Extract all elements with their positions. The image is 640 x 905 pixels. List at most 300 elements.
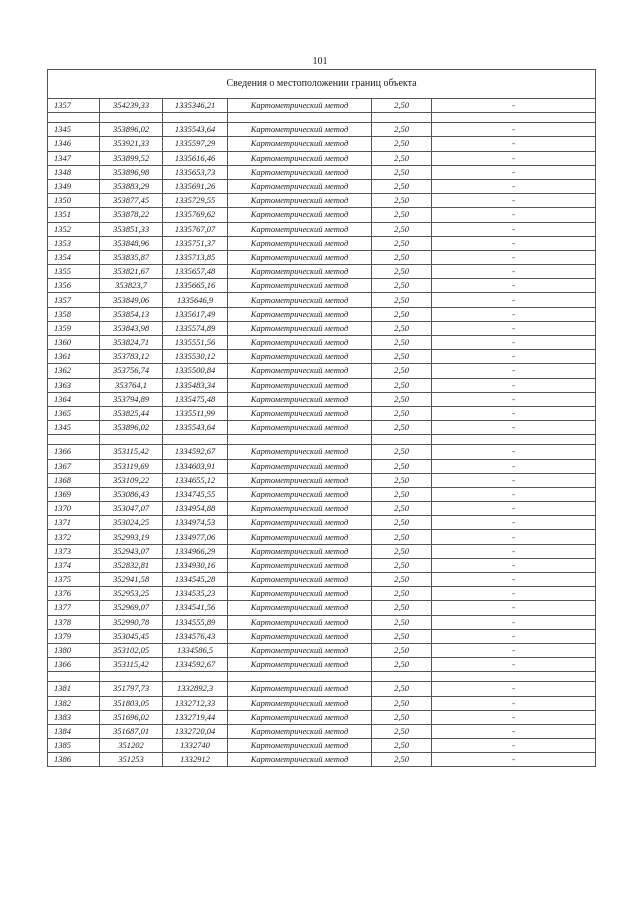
point-number-cell: 1357 bbox=[48, 99, 100, 113]
y-coordinate-cell: 1334745,55 bbox=[163, 487, 228, 501]
y-coordinate-cell: 1335574,89 bbox=[163, 321, 228, 335]
accuracy-cell: 2,50 bbox=[372, 236, 432, 250]
x-coordinate-cell: 353878,22 bbox=[100, 208, 163, 222]
y-coordinate-cell: 1335751,37 bbox=[163, 236, 228, 250]
method-cell: Картометрический метод bbox=[228, 208, 372, 222]
boundary-coordinates-table bbox=[47, 69, 596, 767]
method-cell: Картометрический метод bbox=[228, 350, 372, 364]
description-cell: - bbox=[432, 179, 596, 193]
table-row bbox=[48, 459, 596, 473]
description-cell: - bbox=[432, 502, 596, 516]
x-coordinate-cell: 353896,98 bbox=[100, 165, 163, 179]
point-number-cell: 1384 bbox=[48, 724, 100, 738]
x-coordinate-cell: 353047,07 bbox=[100, 502, 163, 516]
point-number-cell: 1381 bbox=[48, 682, 100, 696]
y-coordinate-cell: 1335543,64 bbox=[163, 421, 228, 435]
table-row bbox=[48, 123, 596, 137]
point-number-cell: 1365 bbox=[48, 406, 100, 420]
table-row bbox=[48, 629, 596, 643]
accuracy-cell: 2,50 bbox=[372, 682, 432, 696]
title-row bbox=[48, 70, 596, 99]
y-coordinate-cell: 1332712,33 bbox=[163, 696, 228, 710]
method-cell: Картометрический метод bbox=[228, 151, 372, 165]
y-coordinate-cell: 1335530,12 bbox=[163, 350, 228, 364]
accuracy-cell: 2,50 bbox=[372, 724, 432, 738]
y-coordinate-cell: 1335691,26 bbox=[163, 179, 228, 193]
x-coordinate-cell: 353086,43 bbox=[100, 487, 163, 501]
accuracy-cell: 2,50 bbox=[372, 421, 432, 435]
accuracy-cell: 2,50 bbox=[372, 279, 432, 293]
point-number-cell: 1373 bbox=[48, 544, 100, 558]
accuracy-cell: 2,50 bbox=[372, 165, 432, 179]
method-cell: Картометрический метод bbox=[228, 739, 372, 753]
point-number-cell: 1368 bbox=[48, 473, 100, 487]
accuracy-cell: 2,50 bbox=[372, 696, 432, 710]
x-coordinate-cell: 352990,78 bbox=[100, 615, 163, 629]
point-number-cell: 1374 bbox=[48, 558, 100, 572]
accuracy-cell: 2,50 bbox=[372, 544, 432, 558]
method-cell: Картометрический метод bbox=[228, 321, 372, 335]
table-row bbox=[48, 378, 596, 392]
point-number-cell: 1362 bbox=[48, 364, 100, 378]
y-coordinate-cell: 1335617,49 bbox=[163, 307, 228, 321]
accuracy-cell: 2,50 bbox=[372, 179, 432, 193]
table-row bbox=[48, 710, 596, 724]
empty-cell bbox=[432, 672, 596, 682]
empty-cell bbox=[100, 113, 163, 123]
table-row bbox=[48, 151, 596, 165]
y-coordinate-cell: 1334966,29 bbox=[163, 544, 228, 558]
point-number-cell: 1355 bbox=[48, 265, 100, 279]
table-row bbox=[48, 753, 596, 767]
x-coordinate-cell: 352953,25 bbox=[100, 587, 163, 601]
accuracy-cell: 2,50 bbox=[372, 336, 432, 350]
y-coordinate-cell: 1332720,04 bbox=[163, 724, 228, 738]
point-number-cell: 1377 bbox=[48, 601, 100, 615]
point-number-cell: 1358 bbox=[48, 307, 100, 321]
table-row bbox=[48, 179, 596, 193]
accuracy-cell: 2,50 bbox=[372, 265, 432, 279]
x-coordinate-cell: 354239,33 bbox=[100, 99, 163, 113]
x-coordinate-cell: 353896,02 bbox=[100, 123, 163, 137]
table-row bbox=[48, 99, 596, 113]
method-cell: Картометрический метод bbox=[228, 392, 372, 406]
accuracy-cell: 2,50 bbox=[372, 222, 432, 236]
y-coordinate-cell: 1335483,34 bbox=[163, 378, 228, 392]
point-number-cell: 1369 bbox=[48, 487, 100, 501]
empty-cell bbox=[163, 113, 228, 123]
accuracy-cell: 2,50 bbox=[372, 487, 432, 501]
point-number-cell: 1372 bbox=[48, 530, 100, 544]
empty-cell bbox=[432, 113, 596, 123]
table-row bbox=[48, 615, 596, 629]
point-number-cell: 1348 bbox=[48, 165, 100, 179]
description-cell: - bbox=[432, 194, 596, 208]
table-row bbox=[48, 236, 596, 250]
y-coordinate-cell: 1335653,73 bbox=[163, 165, 228, 179]
empty-cell bbox=[228, 672, 372, 682]
description-cell: - bbox=[432, 151, 596, 165]
description-cell: - bbox=[432, 544, 596, 558]
method-cell: Картометрический метод bbox=[228, 753, 372, 767]
description-cell: - bbox=[432, 573, 596, 587]
x-coordinate-cell: 352832,81 bbox=[100, 558, 163, 572]
method-cell: Картометрический метод bbox=[228, 265, 372, 279]
accuracy-cell: 2,50 bbox=[372, 208, 432, 222]
accuracy-cell: 2,50 bbox=[372, 321, 432, 335]
method-cell: Картометрический метод bbox=[228, 364, 372, 378]
point-number-cell: 1349 bbox=[48, 179, 100, 193]
description-cell: - bbox=[432, 753, 596, 767]
accuracy-cell: 2,50 bbox=[372, 516, 432, 530]
accuracy-cell: 2,50 bbox=[372, 459, 432, 473]
accuracy-cell: 2,50 bbox=[372, 530, 432, 544]
table-body bbox=[48, 70, 596, 767]
description-cell: - bbox=[432, 392, 596, 406]
y-coordinate-cell: 1334592,67 bbox=[163, 445, 228, 459]
point-number-cell: 1366 bbox=[48, 445, 100, 459]
method-cell: Картометрический метод bbox=[228, 222, 372, 236]
accuracy-cell: 2,50 bbox=[372, 445, 432, 459]
description-cell: - bbox=[432, 682, 596, 696]
x-coordinate-cell: 353115,42 bbox=[100, 658, 163, 672]
empty-cell bbox=[100, 672, 163, 682]
table-row bbox=[48, 222, 596, 236]
empty-cell bbox=[432, 435, 596, 445]
table-row bbox=[48, 364, 596, 378]
point-number-cell: 1345 bbox=[48, 123, 100, 137]
accuracy-cell: 2,50 bbox=[372, 307, 432, 321]
x-coordinate-cell: 351797,73 bbox=[100, 682, 163, 696]
description-cell: - bbox=[432, 445, 596, 459]
y-coordinate-cell: 1335543,64 bbox=[163, 123, 228, 137]
point-number-cell: 1351 bbox=[48, 208, 100, 222]
x-coordinate-cell: 353921,33 bbox=[100, 137, 163, 151]
accuracy-cell: 2,50 bbox=[372, 573, 432, 587]
y-coordinate-cell: 1334603,91 bbox=[163, 459, 228, 473]
description-cell: - bbox=[432, 615, 596, 629]
page-number: 101 bbox=[312, 56, 328, 67]
x-coordinate-cell: 353883,29 bbox=[100, 179, 163, 193]
y-coordinate-cell: 1335616,46 bbox=[163, 151, 228, 165]
method-cell: Картометрический метод bbox=[228, 378, 372, 392]
x-coordinate-cell: 351696,02 bbox=[100, 710, 163, 724]
table-row bbox=[48, 307, 596, 321]
accuracy-cell: 2,50 bbox=[372, 739, 432, 753]
y-coordinate-cell: 1334541,56 bbox=[163, 601, 228, 615]
empty-cell bbox=[228, 435, 372, 445]
description-cell: - bbox=[432, 658, 596, 672]
y-coordinate-cell: 1334655,12 bbox=[163, 473, 228, 487]
accuracy-cell: 2,50 bbox=[372, 473, 432, 487]
y-coordinate-cell: 1332740 bbox=[163, 739, 228, 753]
accuracy-cell: 2,50 bbox=[372, 710, 432, 724]
table-row bbox=[48, 696, 596, 710]
method-cell: Картометрический метод bbox=[228, 99, 372, 113]
accuracy-cell: 2,50 bbox=[372, 558, 432, 572]
table-row bbox=[48, 487, 596, 501]
x-coordinate-cell: 353854,13 bbox=[100, 307, 163, 321]
y-coordinate-cell: 1335729,55 bbox=[163, 194, 228, 208]
description-cell: - bbox=[432, 473, 596, 487]
x-coordinate-cell: 353823,7 bbox=[100, 279, 163, 293]
group-separator-row bbox=[48, 113, 596, 123]
x-coordinate-cell: 352943,07 bbox=[100, 544, 163, 558]
description-cell: - bbox=[432, 629, 596, 643]
x-coordinate-cell: 353835,87 bbox=[100, 250, 163, 264]
point-number-cell: 1386 bbox=[48, 753, 100, 767]
table-row bbox=[48, 336, 596, 350]
table-row bbox=[48, 293, 596, 307]
table-row bbox=[48, 321, 596, 335]
method-cell: Картометрический метод bbox=[228, 406, 372, 420]
method-cell: Картометрический метод bbox=[228, 445, 372, 459]
description-cell: - bbox=[432, 643, 596, 657]
empty-cell bbox=[48, 435, 100, 445]
accuracy-cell: 2,50 bbox=[372, 587, 432, 601]
description-cell: - bbox=[432, 123, 596, 137]
x-coordinate-cell: 353899,52 bbox=[100, 151, 163, 165]
method-cell: Картометрический метод bbox=[228, 421, 372, 435]
empty-cell bbox=[372, 435, 432, 445]
description-cell: - bbox=[432, 406, 596, 420]
accuracy-cell: 2,50 bbox=[372, 350, 432, 364]
point-number-cell: 1385 bbox=[48, 739, 100, 753]
x-coordinate-cell: 352969,07 bbox=[100, 601, 163, 615]
y-coordinate-cell: 1332892,3 bbox=[163, 682, 228, 696]
description-cell: - bbox=[432, 137, 596, 151]
y-coordinate-cell: 1335500,84 bbox=[163, 364, 228, 378]
description-cell: - bbox=[432, 99, 596, 113]
x-coordinate-cell: 353849,06 bbox=[100, 293, 163, 307]
table-row bbox=[48, 587, 596, 601]
group-separator-row bbox=[48, 435, 596, 445]
table-row bbox=[48, 573, 596, 587]
table-row bbox=[48, 502, 596, 516]
point-number-cell: 1359 bbox=[48, 321, 100, 335]
x-coordinate-cell: 353119,69 bbox=[100, 459, 163, 473]
table-row bbox=[48, 265, 596, 279]
point-number-cell: 1354 bbox=[48, 250, 100, 264]
y-coordinate-cell: 1334977,06 bbox=[163, 530, 228, 544]
accuracy-cell: 2,50 bbox=[372, 406, 432, 420]
y-coordinate-cell: 1334586,5 bbox=[163, 643, 228, 657]
description-cell: - bbox=[432, 165, 596, 179]
table-row bbox=[48, 473, 596, 487]
table-row bbox=[48, 658, 596, 672]
method-cell: Картометрический метод bbox=[228, 658, 372, 672]
table-row bbox=[48, 544, 596, 558]
method-cell: Картометрический метод bbox=[228, 279, 372, 293]
accuracy-cell: 2,50 bbox=[372, 123, 432, 137]
point-number-cell: 1383 bbox=[48, 710, 100, 724]
accuracy-cell: 2,50 bbox=[372, 643, 432, 657]
method-cell: Картометрический метод bbox=[228, 165, 372, 179]
y-coordinate-cell: 1334535,23 bbox=[163, 587, 228, 601]
point-number-cell: 1364 bbox=[48, 392, 100, 406]
y-coordinate-cell: 1335475,48 bbox=[163, 392, 228, 406]
point-number-cell: 1367 bbox=[48, 459, 100, 473]
description-cell: - bbox=[432, 724, 596, 738]
description-cell: - bbox=[432, 208, 596, 222]
table-row bbox=[48, 350, 596, 364]
description-cell: - bbox=[432, 696, 596, 710]
description-cell: - bbox=[432, 487, 596, 501]
point-number-cell: 1371 bbox=[48, 516, 100, 530]
x-coordinate-cell: 353896,02 bbox=[100, 421, 163, 435]
x-coordinate-cell: 353024,25 bbox=[100, 516, 163, 530]
y-coordinate-cell: 1332719,44 bbox=[163, 710, 228, 724]
point-number-cell: 1378 bbox=[48, 615, 100, 629]
table-row bbox=[48, 724, 596, 738]
description-cell: - bbox=[432, 516, 596, 530]
empty-cell bbox=[228, 113, 372, 123]
x-coordinate-cell: 353843,98 bbox=[100, 321, 163, 335]
point-number-cell: 1346 bbox=[48, 137, 100, 151]
y-coordinate-cell: 1334545,28 bbox=[163, 573, 228, 587]
method-cell: Картометрический метод bbox=[228, 459, 372, 473]
description-cell: - bbox=[432, 710, 596, 724]
method-cell: Картометрический метод bbox=[228, 473, 372, 487]
x-coordinate-cell: 353794,89 bbox=[100, 392, 163, 406]
description-cell: - bbox=[432, 601, 596, 615]
accuracy-cell: 2,50 bbox=[372, 293, 432, 307]
description-cell: - bbox=[432, 530, 596, 544]
y-coordinate-cell: 1335769,62 bbox=[163, 208, 228, 222]
method-cell: Картометрический метод bbox=[228, 502, 372, 516]
x-coordinate-cell: 353756,74 bbox=[100, 364, 163, 378]
table-row bbox=[48, 739, 596, 753]
y-coordinate-cell: 1335551,56 bbox=[163, 336, 228, 350]
point-number-cell: 1380 bbox=[48, 643, 100, 657]
point-number-cell: 1352 bbox=[48, 222, 100, 236]
description-cell: - bbox=[432, 279, 596, 293]
method-cell: Картометрический метод bbox=[228, 601, 372, 615]
table-row bbox=[48, 682, 596, 696]
y-coordinate-cell: 1332912 bbox=[163, 753, 228, 767]
method-cell: Картометрический метод bbox=[228, 123, 372, 137]
point-number-cell: 1360 bbox=[48, 336, 100, 350]
accuracy-cell: 2,50 bbox=[372, 753, 432, 767]
y-coordinate-cell: 1334930,16 bbox=[163, 558, 228, 572]
description-cell: - bbox=[432, 558, 596, 572]
accuracy-cell: 2,50 bbox=[372, 392, 432, 406]
method-cell: Картометрический метод bbox=[228, 530, 372, 544]
method-cell: Картометрический метод bbox=[228, 573, 372, 587]
method-cell: Картометрический метод bbox=[228, 696, 372, 710]
table-row bbox=[48, 643, 596, 657]
point-number-cell: 1353 bbox=[48, 236, 100, 250]
x-coordinate-cell: 353848,96 bbox=[100, 236, 163, 250]
y-coordinate-cell: 1334954,88 bbox=[163, 502, 228, 516]
accuracy-cell: 2,50 bbox=[372, 137, 432, 151]
table-row bbox=[48, 279, 596, 293]
accuracy-cell: 2,50 bbox=[372, 99, 432, 113]
method-cell: Картометрический метод bbox=[228, 137, 372, 151]
empty-cell bbox=[372, 672, 432, 682]
x-coordinate-cell: 353824,71 bbox=[100, 336, 163, 350]
table-row bbox=[48, 208, 596, 222]
description-cell: - bbox=[432, 739, 596, 753]
method-cell: Картометрический метод bbox=[228, 682, 372, 696]
point-number-cell: 1370 bbox=[48, 502, 100, 516]
table-row bbox=[48, 392, 596, 406]
table-row bbox=[48, 601, 596, 615]
y-coordinate-cell: 1334974,53 bbox=[163, 516, 228, 530]
y-coordinate-cell: 1335646,9 bbox=[163, 293, 228, 307]
table-row bbox=[48, 165, 596, 179]
method-cell: Картометрический метод bbox=[228, 629, 372, 643]
x-coordinate-cell: 353109,22 bbox=[100, 473, 163, 487]
accuracy-cell: 2,50 bbox=[372, 364, 432, 378]
method-cell: Картометрический метод bbox=[228, 615, 372, 629]
table-row bbox=[48, 421, 596, 435]
y-coordinate-cell: 1335346,21 bbox=[163, 99, 228, 113]
method-cell: Картометрический метод bbox=[228, 250, 372, 264]
method-cell: Картометрический метод bbox=[228, 236, 372, 250]
y-coordinate-cell: 1335511,99 bbox=[163, 406, 228, 420]
y-coordinate-cell: 1334555,89 bbox=[163, 615, 228, 629]
accuracy-cell: 2,50 bbox=[372, 250, 432, 264]
point-number-cell: 1361 bbox=[48, 350, 100, 364]
accuracy-cell: 2,50 bbox=[372, 658, 432, 672]
x-coordinate-cell: 353851,33 bbox=[100, 222, 163, 236]
y-coordinate-cell: 1334576,43 bbox=[163, 629, 228, 643]
description-cell: - bbox=[432, 307, 596, 321]
accuracy-cell: 2,50 bbox=[372, 502, 432, 516]
x-coordinate-cell: 352941,58 bbox=[100, 573, 163, 587]
method-cell: Картометрический метод bbox=[228, 587, 372, 601]
description-cell: - bbox=[432, 236, 596, 250]
point-number-cell: 1350 bbox=[48, 194, 100, 208]
x-coordinate-cell: 353783,12 bbox=[100, 350, 163, 364]
point-number-cell: 1345 bbox=[48, 421, 100, 435]
method-cell: Картометрический метод bbox=[228, 710, 372, 724]
x-coordinate-cell: 351803,05 bbox=[100, 696, 163, 710]
point-number-cell: 1357 bbox=[48, 293, 100, 307]
point-number-cell: 1363 bbox=[48, 378, 100, 392]
empty-cell bbox=[163, 435, 228, 445]
accuracy-cell: 2,50 bbox=[372, 629, 432, 643]
description-cell: - bbox=[432, 336, 596, 350]
table-row bbox=[48, 194, 596, 208]
y-coordinate-cell: 1335713,85 bbox=[163, 250, 228, 264]
x-coordinate-cell: 351202 bbox=[100, 739, 163, 753]
table-row bbox=[48, 250, 596, 264]
description-cell: - bbox=[432, 364, 596, 378]
x-coordinate-cell: 353825,44 bbox=[100, 406, 163, 420]
method-cell: Картометрический метод bbox=[228, 307, 372, 321]
x-coordinate-cell: 353821,67 bbox=[100, 265, 163, 279]
accuracy-cell: 2,50 bbox=[372, 615, 432, 629]
empty-cell bbox=[372, 113, 432, 123]
method-cell: Картометрический метод bbox=[228, 293, 372, 307]
point-number-cell: 1382 bbox=[48, 696, 100, 710]
method-cell: Картометрический метод bbox=[228, 643, 372, 657]
point-number-cell: 1347 bbox=[48, 151, 100, 165]
method-cell: Картометрический метод bbox=[228, 558, 372, 572]
empty-cell bbox=[48, 672, 100, 682]
method-cell: Картометрический метод bbox=[228, 487, 372, 501]
empty-cell bbox=[100, 435, 163, 445]
x-coordinate-cell: 351687,01 bbox=[100, 724, 163, 738]
description-cell: - bbox=[432, 222, 596, 236]
empty-cell bbox=[48, 113, 100, 123]
description-cell: - bbox=[432, 459, 596, 473]
method-cell: Картометрический метод bbox=[228, 544, 372, 558]
table-row bbox=[48, 445, 596, 459]
x-coordinate-cell: 353102,05 bbox=[100, 643, 163, 657]
